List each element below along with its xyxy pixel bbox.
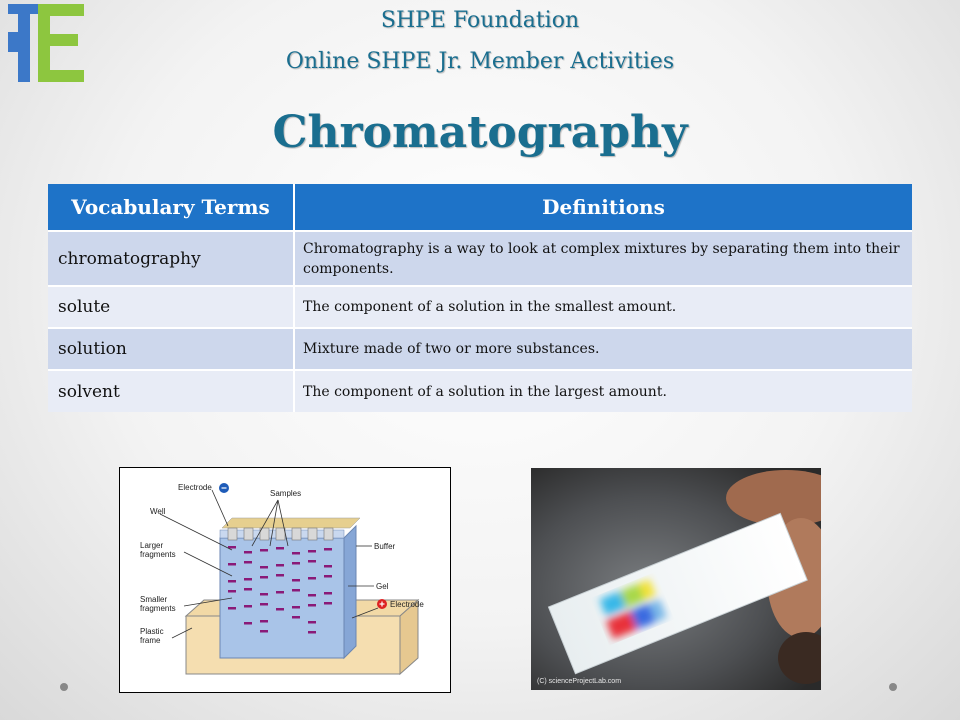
dna-band [244,605,252,608]
gel-electrophoresis-diagram [119,467,451,693]
dna-band [276,608,284,611]
dna-band [292,606,300,609]
dna-band [228,563,236,566]
well [292,528,301,540]
dna-band [324,592,332,595]
dna-band [260,620,268,623]
table-row [48,328,912,370]
wells [228,528,333,540]
dna-band [244,622,252,625]
label-electrode-bottom: Electrode [390,600,424,609]
definition-cell: Chromatography is a way to look at complex mixtures by separating them into their components. [294,231,912,286]
label-larger: Larger [140,541,164,550]
definition-cell: The component of a solution in the largest amount. [294,370,912,412]
dna-band [292,562,300,565]
dna-band [260,630,268,633]
well [308,528,317,540]
label-well: Well [150,507,166,516]
term-cell: solute [48,286,294,328]
column-header-terms: Vocabulary Terms [48,184,294,231]
label-gel: Gel [376,582,389,591]
well [228,528,237,540]
dna-band [308,594,316,597]
well [276,528,285,540]
dna-band [276,591,284,594]
dna-band [244,588,252,591]
column-header-definitions: Definitions [294,184,912,231]
dna-band [292,589,300,592]
dna-band [292,616,300,619]
dna-band [324,575,332,578]
decorative-dot [889,683,897,691]
table-header-row [48,184,912,231]
dna-band [260,603,268,606]
dna-band [228,580,236,583]
dna-band [228,546,236,549]
label-smaller: Smaller [140,595,168,604]
definition-cell: Mixture made of two or more substances. [294,328,912,370]
dna-band [244,561,252,564]
dna-band [308,550,316,553]
term-cell: solution [48,328,294,370]
dna-band [276,564,284,567]
well [324,528,333,540]
dna-band [260,576,268,579]
page-title: Chromatography [272,107,688,158]
dna-band [308,577,316,580]
dna-band [292,579,300,582]
dna-band [308,560,316,563]
label-fragments-1: fragments [140,550,176,559]
buffer-top [222,518,360,528]
dna-band [228,590,236,593]
definition-cell: The component of a solution in the smallest amount. [294,286,912,328]
dna-band [308,631,316,634]
dna-band [228,607,236,610]
dna-band [244,578,252,581]
dna-band [276,574,284,577]
dna-band [260,566,268,569]
label-buffer: Buffer [374,542,396,551]
dna-band [308,604,316,607]
table-row [48,231,912,286]
chromatography-photo [531,468,821,690]
dna-band [324,548,332,551]
dna-band [260,593,268,596]
gel-front [220,538,344,658]
label-frame: frame [140,636,161,645]
label-plastic: Plastic [140,627,164,636]
dna-band [276,547,284,550]
dna-band [292,552,300,555]
org-subheading: Online SHPE Jr. Member Activities [285,49,675,74]
dna-band [260,549,268,552]
dna-band [308,621,316,624]
label-electrode-top: Electrode [178,483,212,492]
org-heading: SHPE Foundation [380,8,580,33]
well [244,528,253,540]
label-samples: Samples [270,489,302,498]
term-cell: solvent [48,370,294,412]
dna-band [324,565,332,568]
label-fragments-2: fragments [140,604,176,613]
decorative-dot [60,683,68,691]
gel-side [344,526,356,658]
dna-band [244,551,252,554]
dna-band [324,602,332,605]
term-cell: chromatography [48,231,294,286]
vocabulary-table [48,184,912,412]
table-row [48,370,912,412]
table-row [48,286,912,328]
photo-credit: (C) scienceProjectLab.com [537,678,622,685]
